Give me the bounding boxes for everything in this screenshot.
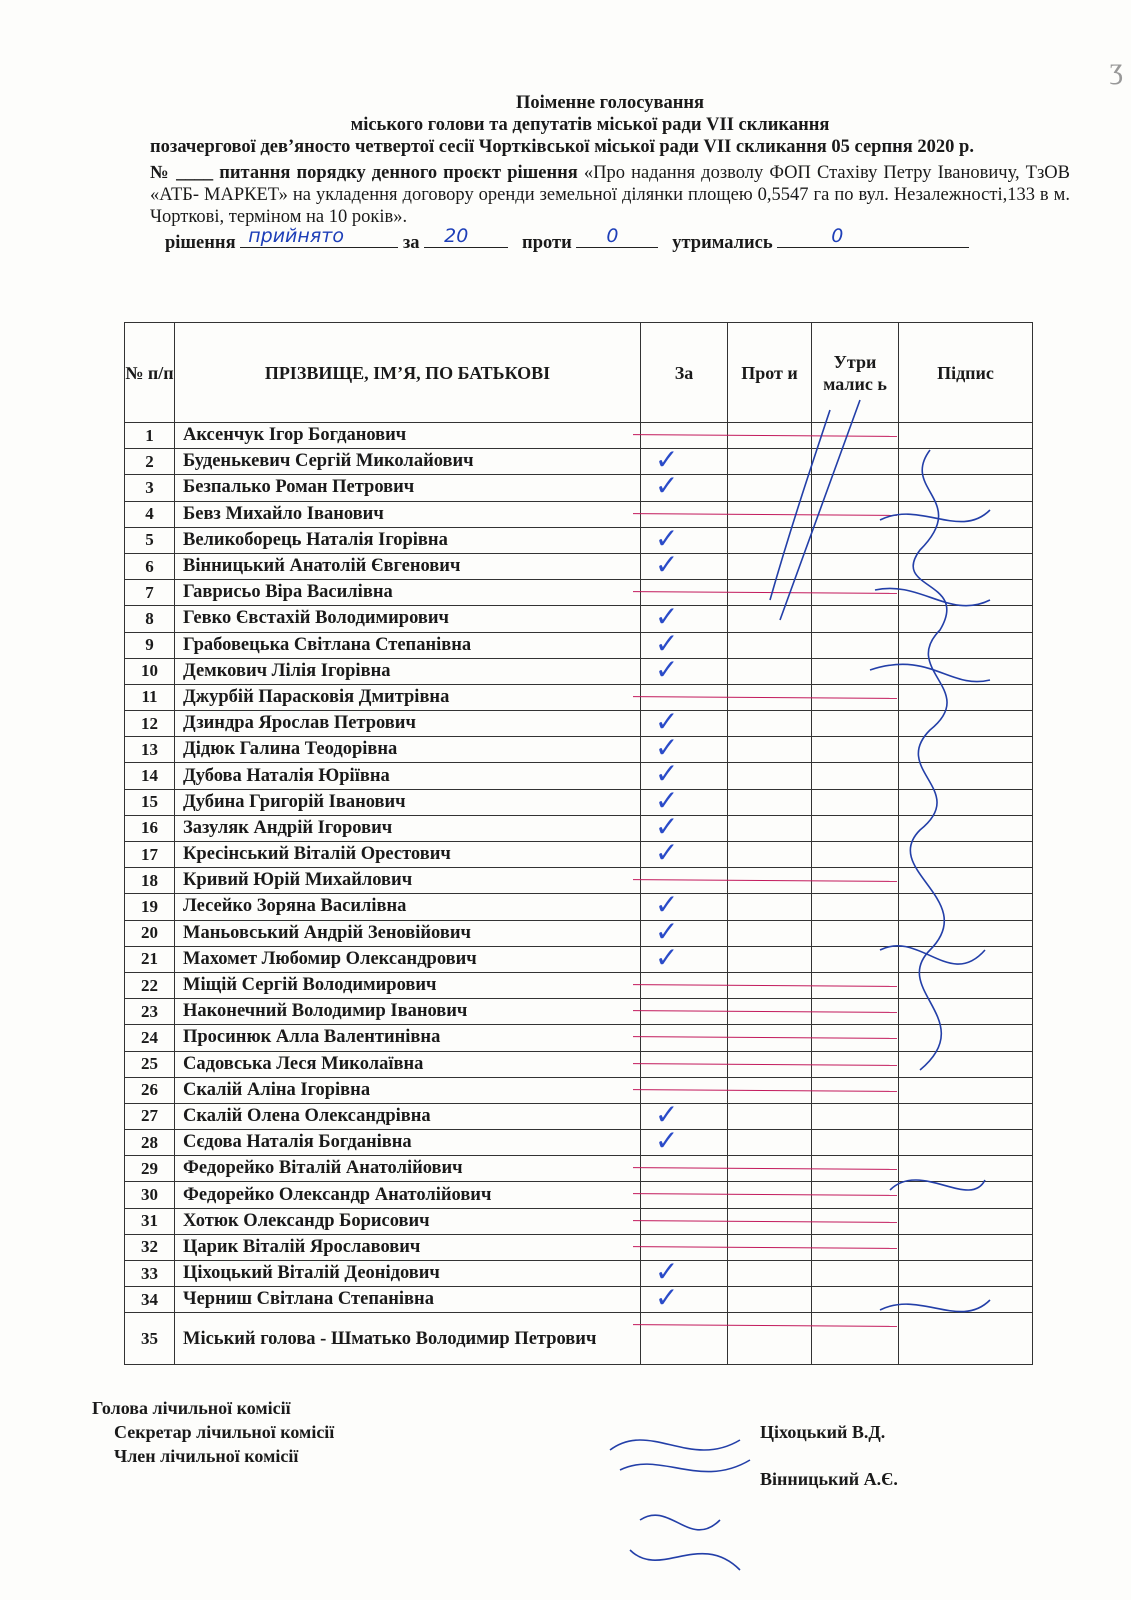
vote-against-cell [728, 1051, 812, 1077]
row-number: 17 [125, 842, 175, 868]
deputy-name: Наконечний Володимир Іванович [175, 999, 641, 1025]
vote-for-cell [641, 888, 728, 922]
vote-against-cell [728, 946, 812, 972]
header-for: За [641, 323, 728, 423]
row-number: 12 [125, 711, 175, 737]
vote-for-cell [641, 547, 728, 581]
vote-for-cell [641, 1077, 728, 1103]
vote-for-cell [641, 1051, 728, 1077]
row-number: 30 [125, 1182, 175, 1208]
row-number: 7 [125, 580, 175, 606]
vote-against-cell [728, 999, 812, 1025]
result-value: прийнято [248, 225, 344, 247]
deputy-name: Дубина Григорій Іванович [175, 789, 641, 815]
row-number: 27 [125, 1103, 175, 1129]
deputy-name: Скалій Аліна Ігорівна [175, 1077, 641, 1103]
vote-for-cell [641, 868, 728, 894]
checkmark-icon: ✓ [655, 547, 679, 581]
vote-for-cell [641, 1234, 728, 1260]
header-signature: Підпис [899, 323, 1033, 423]
deputy-name: Бевз Михайло Іванович [175, 501, 641, 527]
deputy-name: Садовська Леся Миколаївна [175, 1051, 641, 1077]
vote-for-cell [641, 1097, 728, 1131]
vote-for-cell [641, 783, 728, 817]
header-name: ПРІЗВИЩЕ, ІМ’Я, ПО БАТЬКОВІ [175, 323, 641, 423]
row-number: 35 [125, 1313, 175, 1365]
chair-name: Ціхоцький В.Д. [760, 1422, 886, 1442]
row-number: 19 [125, 894, 175, 920]
deputy-name: Міщій Сергій Володимирович [175, 972, 641, 998]
row-number: 9 [125, 632, 175, 658]
row-number: 28 [125, 1130, 175, 1156]
member-label: Член лічильної комісії [114, 1446, 299, 1466]
row-number: 11 [125, 684, 175, 710]
checkmark-icon: ✓ [655, 1097, 679, 1131]
row-number: 14 [125, 763, 175, 789]
deputy-name: Черниш Світлана Степанівна [175, 1287, 641, 1313]
vote-against-cell [728, 894, 812, 920]
vote-against-cell [728, 920, 812, 946]
vote-for-cell [641, 972, 728, 998]
row-number: 33 [125, 1261, 175, 1287]
deputy-name: Царик Віталій Ярославович [175, 1234, 641, 1260]
checkmark-icon: ✓ [655, 914, 679, 948]
vote-against-cell [728, 1287, 812, 1313]
vote-against-cell [728, 1025, 812, 1051]
header-against: Прот и [728, 323, 812, 423]
against-value: 0 [606, 225, 619, 247]
agenda-item [150, 162, 1070, 228]
vote-for-cell [641, 684, 728, 710]
vote-for-cell [641, 940, 728, 974]
deputy-name: Демкович Лілія Ігорівна [175, 658, 641, 684]
vote-against-cell [728, 868, 812, 894]
vote-against-cell [728, 711, 812, 737]
row-number: 3 [125, 475, 175, 501]
corner-mark: ʒ [1109, 52, 1123, 85]
checkmark-icon: ✓ [655, 1281, 679, 1315]
checkmark-icon: ✓ [655, 1255, 679, 1288]
session-info: позачергової дев’яносто четвертої сесії Чортківської міської ради VII скликання 05 серпня 2020 р. [150, 137, 974, 157]
checkmark-icon: ✓ [655, 1124, 679, 1158]
vote-for-cell [641, 580, 728, 606]
deputy-name: Великоборець Наталія Ігорівна [175, 527, 641, 553]
deputy-name: Зазуляк Андрій Ігорович [175, 815, 641, 841]
checkmark-icon: ✓ [655, 600, 679, 634]
row-number: 2 [125, 449, 175, 475]
against-label: проти [522, 233, 572, 253]
vote-against-cell [728, 684, 812, 710]
vote-against-cell [728, 1182, 812, 1208]
deputy-name: Дубова Наталія Юріївна [175, 763, 641, 789]
vote-for-cell [641, 757, 728, 791]
row-number: 5 [125, 527, 175, 553]
deputy-name: Буденькевич Сергій Миколайович [175, 449, 641, 475]
deputy-name: Кресінський Віталій Орестович [175, 842, 641, 868]
checkmark-icon: ✓ [655, 783, 679, 817]
document-title: Поіменне голосування [515, 93, 705, 113]
vote-against-cell [728, 789, 812, 815]
for-value: 20 [444, 225, 469, 247]
vote-for-cell [641, 652, 728, 686]
vote-for-cell [641, 1124, 728, 1158]
vote-for-cell [641, 1208, 728, 1234]
vote-against-cell [728, 972, 812, 998]
row-number: 29 [125, 1156, 175, 1182]
checkmark-icon: ✓ [655, 731, 679, 765]
row-number: 18 [125, 868, 175, 894]
commission-signatures [600, 1400, 760, 1590]
deputy-name: Безпалько Роман Петрович [175, 475, 641, 501]
agenda-text: «Про надання дозволу ФОП Стахіву Петру Івановичу, ТзОВ «АТБ- МАРКЕТ» на укладення договору оренди земельної ділянки площею 0,5547 га по вул. Незалежності,133 в м. Чорткові, терміном на 10 років». [150, 163, 1070, 227]
deputy-name: Скалій Олена Олександрівна [175, 1103, 641, 1129]
vote-against-cell [728, 658, 812, 684]
checkmark-icon: ✓ [655, 940, 679, 974]
row-number: 24 [125, 1025, 175, 1051]
signature-stroke [740, 390, 870, 630]
abstain-blank [777, 225, 969, 248]
checkmark-icon: ✓ [655, 469, 679, 503]
secretary-label: Секретар лічильної комісії [114, 1422, 335, 1442]
row-number: 31 [125, 1208, 175, 1234]
vote-for-cell [641, 626, 728, 660]
abstain-value: 0 [831, 225, 844, 247]
vote-for-cell [641, 1313, 728, 1365]
deputy-name: Ціхоцький Віталій Деонідович [175, 1261, 641, 1287]
row-number: 23 [125, 999, 175, 1025]
member-name: Вінницький А.Є. [760, 1469, 898, 1489]
checkmark-icon: ✓ [655, 888, 679, 922]
row-number: 16 [125, 815, 175, 841]
result-blank [240, 225, 398, 248]
deputy-name: Просинюк Алла Валентинівна [175, 1025, 641, 1051]
deputy-name: Федорейко Олександр Анатолійович [175, 1182, 641, 1208]
vote-against-cell [728, 737, 812, 763]
row-number: 6 [125, 553, 175, 579]
header-num: № п/п [125, 323, 175, 423]
deputy-name: Лесейко Зоряна Василівна [175, 894, 641, 920]
checkmark-icon: ✓ [655, 652, 679, 686]
vote-for-cell [641, 423, 728, 449]
checkmark-icon: ✓ [655, 809, 679, 843]
for-label: за [402, 233, 420, 253]
deputy-name: Джурбій Парасковія Дмитрівна [175, 684, 641, 710]
commission-names [760, 1422, 898, 1490]
deputy-name: Хотюк Олександр Борисович [175, 1208, 641, 1234]
deputy-name: Сєдова Наталія Богданівна [175, 1130, 641, 1156]
vote-for-cell [641, 1182, 728, 1208]
result-line [150, 225, 1070, 254]
deputy-name: Кривий Юрій Михайлович [175, 868, 641, 894]
vote-against-cell [728, 1234, 812, 1260]
for-blank [424, 225, 508, 248]
row-number: 4 [125, 501, 175, 527]
deputy-name: Дзиндра Ярослав Петрович [175, 711, 641, 737]
signature-scribbles [860, 430, 1000, 1330]
vote-for-cell [641, 731, 728, 765]
abstain-label: утримались [672, 233, 773, 253]
vote-for-cell [641, 809, 728, 843]
vote-for-cell [641, 999, 728, 1025]
vote-for-cell [641, 914, 728, 948]
deputy-name: Дідюк Галина Теодорівна [175, 737, 641, 763]
deputy-name: Федорейко Віталій Анатолійович [175, 1156, 641, 1182]
deputy-name: Вінницький Анатолій Євгенович [175, 553, 641, 579]
commission-labels [92, 1396, 334, 1468]
checkmark-icon: ✓ [655, 757, 679, 791]
row-number: 10 [125, 658, 175, 684]
vote-for-cell [641, 836, 728, 869]
result-label: рішення [165, 233, 236, 253]
vote-for-cell [641, 705, 728, 739]
vote-against-cell [728, 1208, 812, 1234]
vote-against-cell [728, 1156, 812, 1182]
header-abstain: Утри малис ь [812, 323, 899, 423]
vote-against-cell [728, 763, 812, 789]
vote-for-cell [641, 1255, 728, 1288]
vote-for-cell [641, 469, 728, 503]
row-number: 21 [125, 946, 175, 972]
vote-for-cell [641, 1156, 728, 1182]
document-header [150, 92, 1070, 254]
vote-for-cell [641, 521, 728, 555]
vote-against-cell [728, 632, 812, 658]
vote-against-cell [728, 1103, 812, 1129]
deputy-name: Міський голова - Шматько Володимир Петрович [175, 1313, 641, 1365]
chair-label: Голова лічильної комісії [92, 1398, 291, 1418]
checkmark-icon: ✓ [655, 443, 679, 477]
vote-against-cell [728, 815, 812, 841]
checkmark-icon: ✓ [655, 521, 679, 555]
vote-against-cell [728, 1077, 812, 1103]
deputy-name: Аксенчук Ігор Богданович [175, 423, 641, 449]
deputy-name: Грабовецька Світлана Степанівна [175, 632, 641, 658]
row-number: 25 [125, 1051, 175, 1077]
agenda-prefix: № ____ питання порядку денного проєкт рішення [150, 163, 578, 183]
vote-for-cell [641, 600, 728, 634]
deputy-name: Маньовський Андрій Зеновійович [175, 920, 641, 946]
row-number: 26 [125, 1077, 175, 1103]
vote-for-cell [641, 443, 728, 477]
row-number: 13 [125, 737, 175, 763]
vote-against-cell [728, 1313, 812, 1365]
row-number: 8 [125, 606, 175, 632]
vote-against-cell [728, 1261, 812, 1287]
checkmark-icon: ✓ [655, 626, 679, 660]
row-number: 1 [125, 423, 175, 449]
checkmark-icon: ✓ [655, 836, 679, 869]
table-header-row [125, 323, 1033, 423]
against-blank [576, 225, 658, 248]
vote-for-cell [641, 501, 728, 527]
checkmark-icon: ✓ [655, 705, 679, 739]
document-subtitle: міського голови та депутатів міської ради VII скликання [350, 115, 830, 135]
deputy-name: Гевко Євстахій Володимирович [175, 606, 641, 632]
row-number: 22 [125, 972, 175, 998]
vote-for-cell [641, 1025, 728, 1051]
row-number: 15 [125, 789, 175, 815]
row-number: 32 [125, 1234, 175, 1260]
vote-against-cell [728, 1130, 812, 1156]
row-number: 34 [125, 1287, 175, 1313]
deputy-name: Гаврисьо Віра Василівна [175, 580, 641, 606]
deputy-name: Махомет Любомир Олександрович [175, 946, 641, 972]
vote-against-cell [728, 842, 812, 868]
row-number: 20 [125, 920, 175, 946]
vote-for-cell [641, 1281, 728, 1315]
